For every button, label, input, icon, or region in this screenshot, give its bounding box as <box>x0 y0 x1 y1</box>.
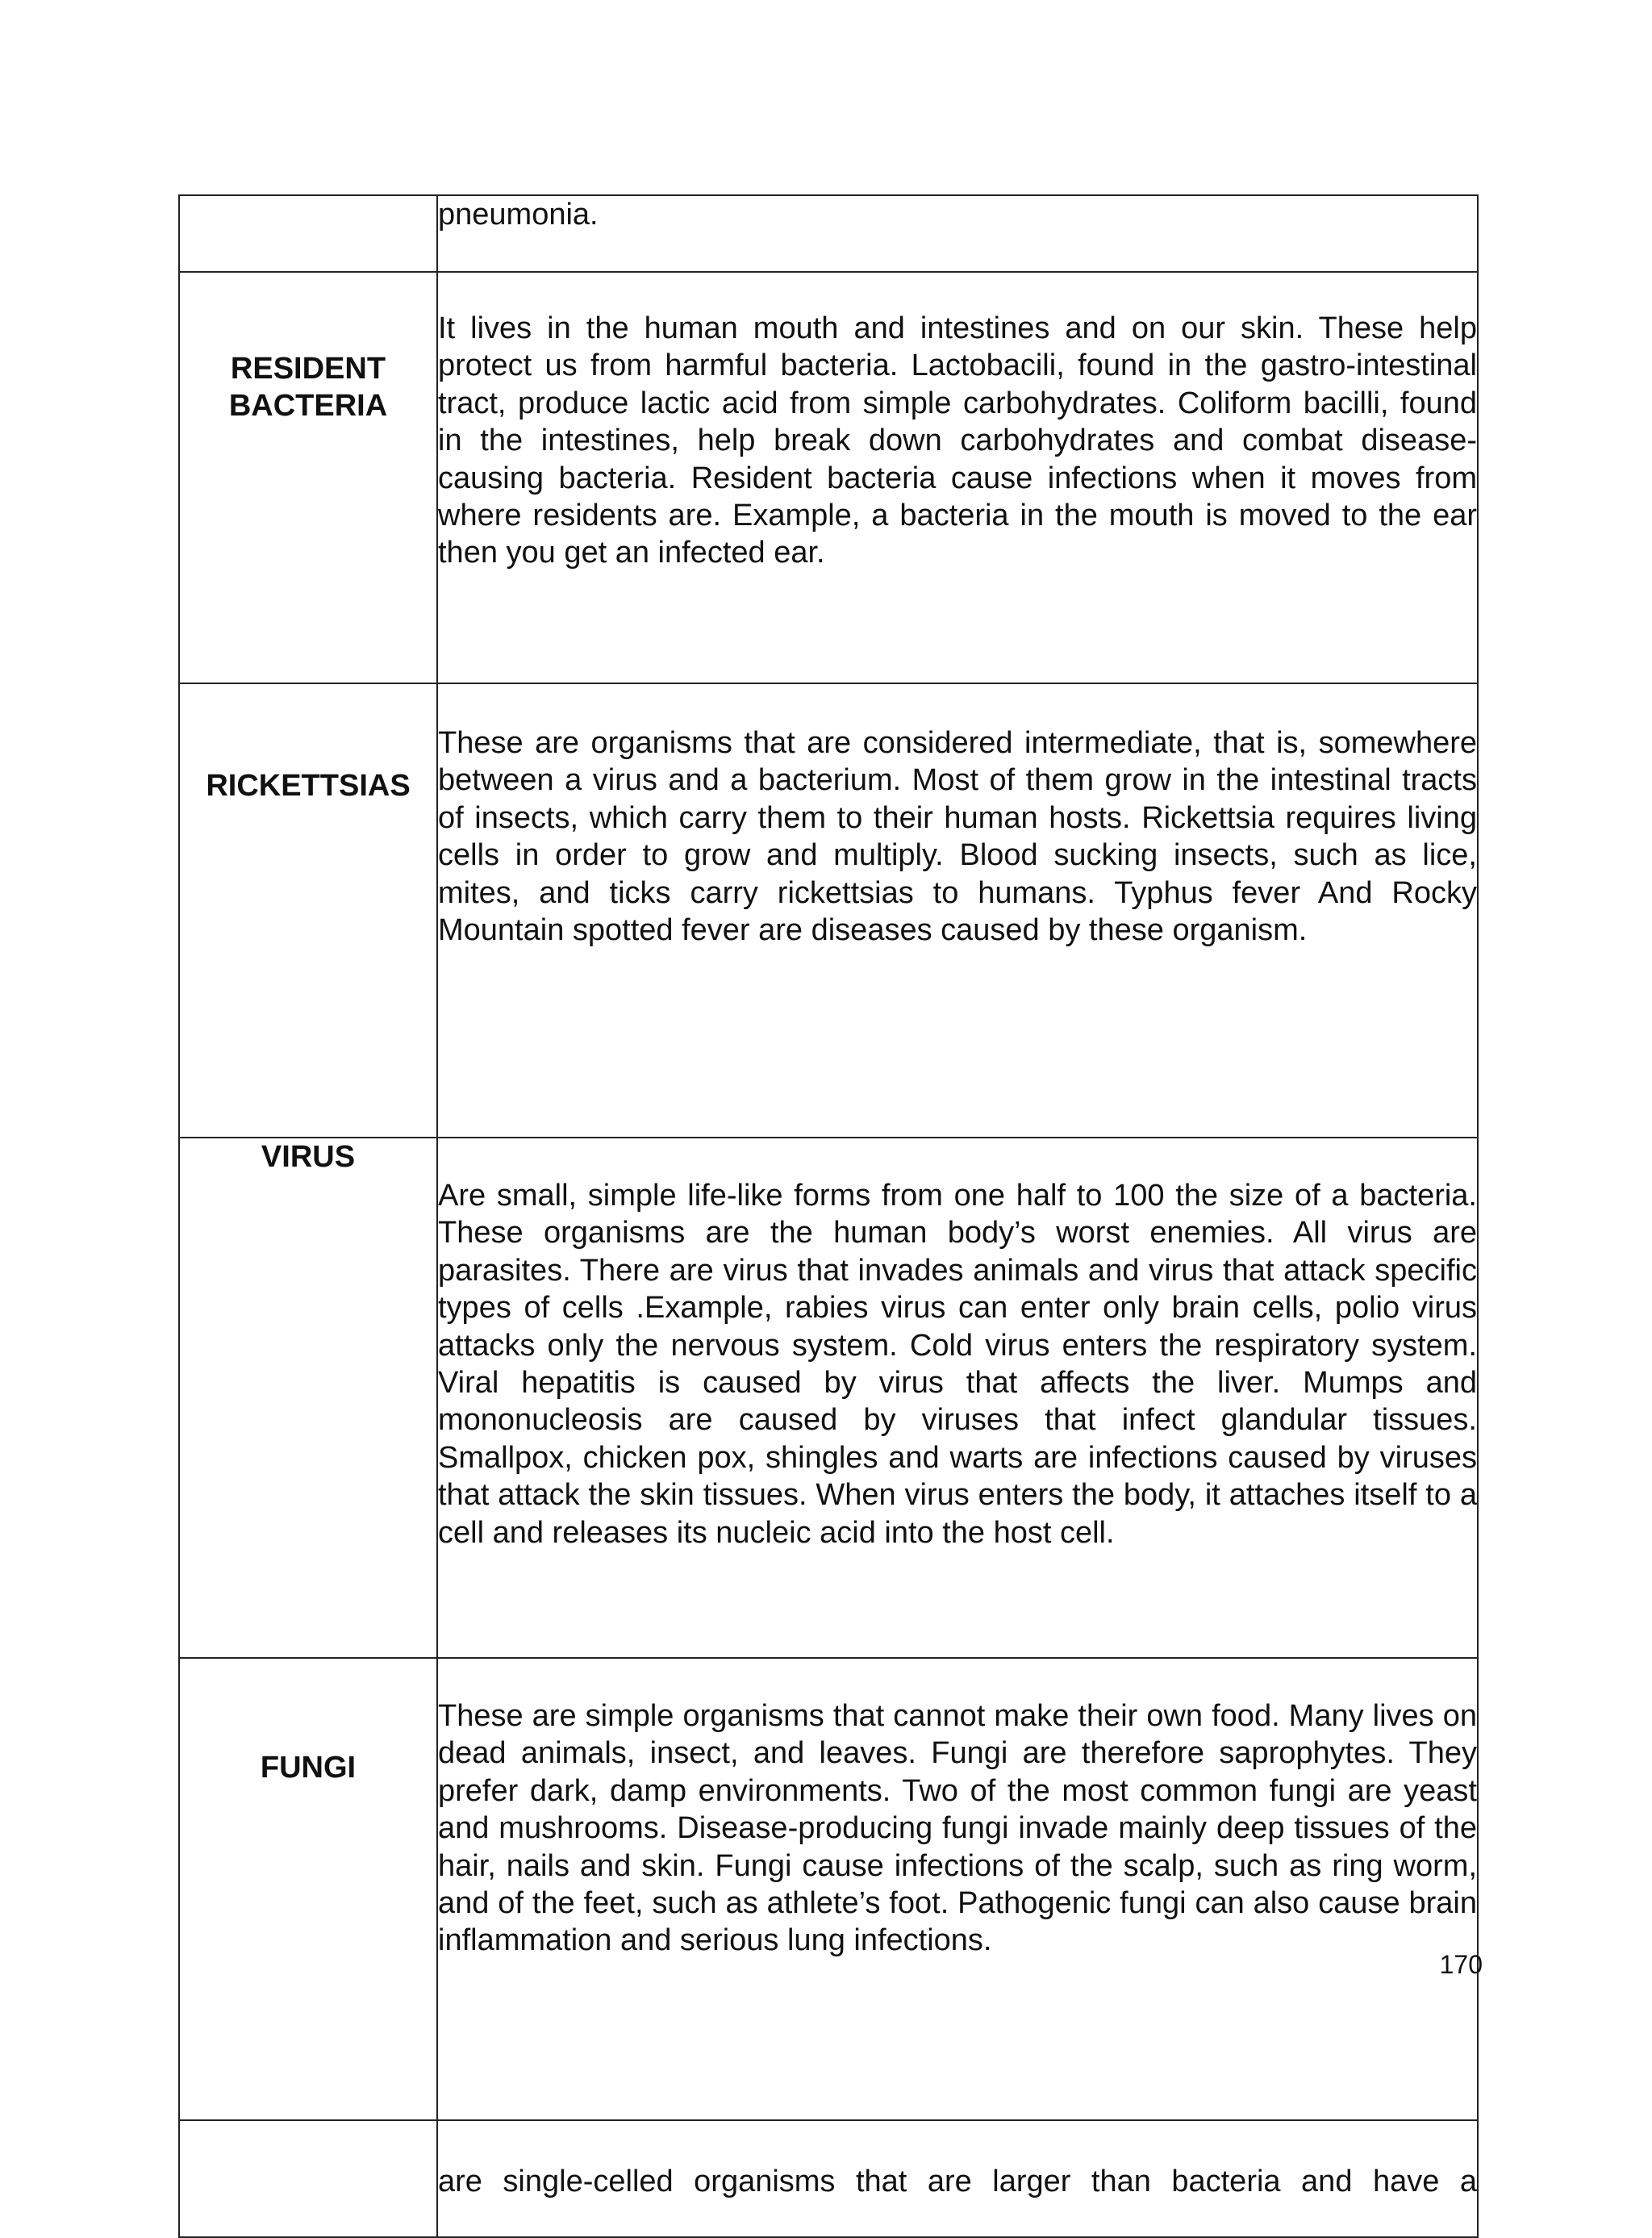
row-description: are single-celled organisms that are larger than bacteria and have a <box>437 2120 1478 2237</box>
table-row <box>179 1138 1478 1658</box>
row-description: It lives in the human mouth and intestines and on our skin. These help protect us from harmful bacteria. Lactobacili, found in the gastro-intestinal tract, produce lactic acid from simple carbohydrates. Coliform bacilli, found in the intestines, help break down carbohydrates and combat disease-causing bacteria. Resident bacteria cause infections when it moves from where residents are. Example, a bacteria in the mouth is moved to the ear then you get an infected ear. <box>437 272 1478 683</box>
row-label-resident-bacteria <box>179 272 437 683</box>
table-row <box>179 195 1478 272</box>
table-row <box>179 272 1478 683</box>
page-number: 170 <box>1439 1950 1483 1979</box>
microorganism-table <box>178 194 1479 2238</box>
row-label-empty <box>179 195 437 272</box>
row-description: These are organisms that are considered intermediate, that is, somewhere between a virus and a bacterium. Most of them grow in the intestinal tracts of insects, which carry them to their human hosts. Rickettsia requires living cells in order to grow and multiply. Blood sucking insects, such as lice, mites, and ticks carry rickettsias to humans. Typhus fever And Rocky Mountain spotted fever are diseases caused by these organism. <box>437 683 1478 1138</box>
row-label-fungi: FUNGI <box>179 1658 437 2120</box>
table-row <box>179 1658 1478 2120</box>
table-row <box>179 683 1478 1138</box>
row-label-rickettsias: RICKETTSIAS <box>179 683 437 1138</box>
label-line: RESIDENT <box>230 352 386 386</box>
row-label-virus: VIRUS <box>179 1138 437 1658</box>
row-description: pneumonia. <box>437 195 1478 272</box>
row-description: These are simple organisms that cannot make their own food. Many lives on dead animals, insect, and leaves. Fungi are therefore saprophytes. They prefer dark, damp environments. Two of the most common fungi are yeast and mushrooms. Disease-producing fungi invade mainly deep tissues of the hair, nails and skin. Fungi cause infections of the scalp, such as ring worm, and of the feet, such as athlete’s foot. Pathogenic fungi can also cause brain inflammation and serious lung infections. <box>437 1658 1478 2120</box>
label-line: BACTERIA <box>228 389 388 423</box>
row-description: Are small, simple life-like forms from one half to 100 the size of a bacteria. These organisms are the human body’s worst enemies. All virus are parasites. There are virus that invades animals and virus that attack specific types of cells .Example, rabies virus can enter only brain cells, polio virus attacks only the nervous system. Cold virus enters the respiratory system. Viral hepatitis is caused by virus that affects the liver. Mumps and mononucleosis are caused by viruses that infect glandular tissues. Smallpox, chicken pox, shingles and warts are infections caused by viruses that attack the skin tissues. When virus enters the body, it attaches itself to a cell and releases its nucleic acid into the host cell. <box>437 1138 1478 1658</box>
